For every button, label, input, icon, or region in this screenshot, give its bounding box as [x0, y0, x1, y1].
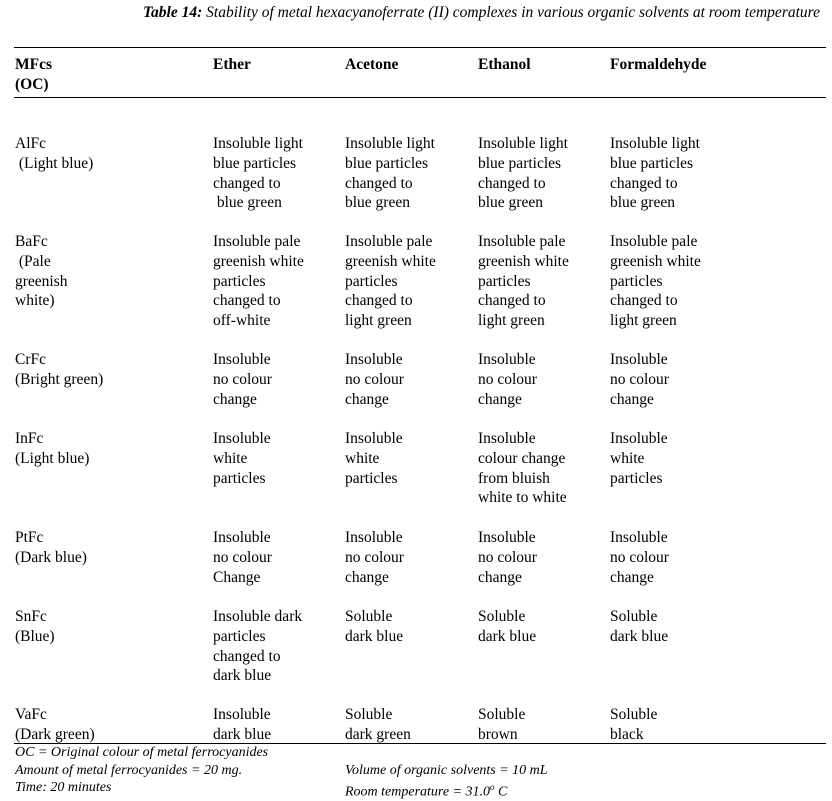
- cell-line: dark blue: [478, 627, 537, 645]
- cell-line: change: [610, 390, 654, 408]
- cell-ether: [213, 232, 304, 331]
- cell-line: Insoluble: [478, 351, 536, 368]
- top-rule: [14, 47, 826, 48]
- cell-line: white to white: [478, 489, 567, 507]
- cell-line: changed to: [478, 174, 546, 192]
- cell-name: [15, 528, 87, 568]
- cell-line: white: [345, 449, 380, 467]
- cell-line: changed to: [213, 647, 281, 665]
- cell-line: particles: [610, 272, 663, 290]
- cell-line: no colour: [345, 370, 404, 388]
- cell-name: [15, 705, 95, 745]
- cell-line: Soluble: [345, 706, 393, 723]
- cell-line: SnFc: [15, 608, 47, 625]
- cell-line: no colour: [478, 548, 537, 566]
- cell-line: VaFc: [15, 706, 47, 723]
- cell-line: colour change: [478, 449, 566, 467]
- cell-line: changed to: [213, 174, 281, 192]
- cell-formaldehyde: [610, 528, 669, 587]
- cell-line: particles: [213, 627, 266, 645]
- cell-line: Insoluble: [213, 430, 271, 447]
- header-acetone: Acetone: [345, 56, 399, 73]
- cell-line: InFc: [15, 430, 44, 447]
- header-formaldehyde: Formaldehyde: [610, 56, 707, 73]
- cell-ethanol: [478, 350, 537, 409]
- cell-line: dark blue: [213, 725, 272, 743]
- cell-line: CrFc: [15, 351, 46, 368]
- cell-line: Insoluble light: [213, 135, 303, 152]
- cell-line: blue green: [478, 194, 543, 212]
- cell-ether: [213, 429, 271, 488]
- cell-line: blue particles: [213, 154, 297, 172]
- cell-line: changed to: [610, 174, 678, 192]
- cell-formaldehyde: [610, 350, 669, 409]
- cell-line: off-white: [213, 312, 271, 330]
- cell-line: dark blue: [213, 667, 272, 685]
- cell-line: Soluble: [478, 706, 526, 723]
- cell-name: [15, 134, 93, 174]
- cell-line: Insoluble: [213, 351, 271, 368]
- cell-line: changed to: [478, 292, 546, 310]
- cell-line: (Light blue): [15, 154, 94, 172]
- cell-acetone: [345, 350, 404, 409]
- cell-ether: [213, 607, 302, 686]
- cell-formaldehyde: [610, 705, 657, 745]
- cell-line: dark green: [345, 725, 411, 743]
- footnote-temperature-value: Room temperature = 31.0: [345, 784, 491, 800]
- header-mfcs-line2: (OC): [15, 76, 49, 93]
- cell-line: change: [213, 390, 257, 408]
- cell-line: Soluble: [610, 706, 658, 723]
- cell-ethanol: [478, 232, 569, 331]
- cell-line: Insoluble: [213, 706, 271, 723]
- cell-ether: [213, 134, 303, 213]
- header-rule: [14, 97, 826, 98]
- cell-line: Insoluble pale: [345, 233, 433, 250]
- cell-ether: [213, 528, 272, 587]
- cell-line: changed to: [345, 292, 413, 310]
- table-caption: [0, 4, 820, 22]
- cell-line: BaFc: [15, 233, 48, 250]
- cell-acetone: [345, 232, 436, 331]
- cell-line: blue particles: [478, 154, 562, 172]
- cell-ethanol: [478, 607, 536, 647]
- cell-line: Soluble: [610, 608, 658, 625]
- cell-line: particles: [478, 272, 531, 290]
- cell-line: white): [15, 292, 55, 310]
- cell-line: Insoluble light: [610, 135, 700, 152]
- cell-formaldehyde: [610, 232, 701, 331]
- cell-line: (Blue): [15, 627, 55, 645]
- header-ether: Ether: [213, 56, 251, 73]
- cell-line: Insoluble: [610, 430, 668, 447]
- cell-line: greenish white: [610, 252, 701, 270]
- cell-line: no colour: [345, 548, 404, 566]
- cell-line: Insoluble: [610, 529, 668, 546]
- cell-line: from bluish: [478, 469, 550, 487]
- cell-line: Insoluble pale: [478, 233, 566, 250]
- footnote-volume: Volume of organic solvents = 10 mL: [345, 763, 548, 778]
- footnote-amount: Amount of metal ferrocyanides = 20 mg.: [15, 763, 243, 778]
- cell-line: light green: [610, 312, 677, 330]
- cell-line: Insoluble: [345, 430, 403, 447]
- cell-line: change: [478, 568, 522, 586]
- cell-line: greenish white: [478, 252, 569, 270]
- cell-line: greenish white: [345, 252, 436, 270]
- cell-acetone: [345, 607, 403, 647]
- cell-line: Soluble: [478, 608, 526, 625]
- cell-line: Insoluble: [213, 529, 271, 546]
- cell-line: no colour: [610, 548, 669, 566]
- cell-name: [15, 350, 103, 390]
- cell-line: Insoluble dark: [213, 608, 303, 625]
- cell-line: blue green: [213, 194, 282, 212]
- cell-acetone: [345, 705, 411, 745]
- cell-line: dark blue: [345, 627, 404, 645]
- caption-text: Stability of metal hexacyanoferrate (II) complexes in various organic solvents at room temperature: [202, 4, 820, 21]
- cell-line: Insoluble: [345, 529, 403, 546]
- cell-line: blue green: [610, 194, 675, 212]
- footnote-oc: OC = Original colour of metal ferrocyanides: [15, 745, 269, 760]
- cell-ethanol: [478, 528, 537, 587]
- cell-ethanol: [478, 705, 525, 745]
- cell-line: no colour: [213, 548, 272, 566]
- cell-line: changed to: [345, 174, 413, 192]
- cell-line: (Pale: [15, 252, 51, 270]
- header-ethanol: Ethanol: [478, 56, 531, 73]
- cell-name: [15, 607, 55, 647]
- cell-line: change: [345, 390, 389, 408]
- cell-line: Insoluble: [478, 430, 536, 447]
- footnote-temperature: [345, 779, 507, 801]
- cell-line: light green: [345, 312, 412, 330]
- header-mfcs: [15, 55, 52, 95]
- cell-line: (Dark green): [15, 725, 95, 743]
- cell-name: [15, 232, 68, 311]
- degree-superscript: o: [490, 782, 495, 792]
- cell-line: AlFc: [15, 135, 46, 152]
- cell-line: white: [213, 449, 248, 467]
- cell-line: Insoluble pale: [213, 233, 301, 250]
- cell-line: change: [478, 390, 522, 408]
- cell-line: particles: [213, 469, 266, 487]
- cell-acetone: [345, 134, 435, 213]
- cell-name: [15, 429, 89, 469]
- cell-line: Insoluble: [478, 529, 536, 546]
- cell-line: particles: [610, 469, 663, 487]
- cell-line: particles: [345, 272, 398, 290]
- cell-line: change: [345, 568, 389, 586]
- cell-line: Insoluble: [345, 351, 403, 368]
- cell-line: greenish white: [213, 252, 304, 270]
- cell-line: changed to: [610, 292, 678, 310]
- cell-line: dark blue: [610, 627, 669, 645]
- cell-ethanol: [478, 429, 567, 508]
- cell-line: change: [610, 568, 654, 586]
- cell-line: blue particles: [345, 154, 429, 172]
- cell-line: (Light blue): [15, 449, 90, 467]
- cell-line: particles: [213, 272, 266, 290]
- cell-line: Insoluble light: [345, 135, 435, 152]
- footnote-temperature-unit: C: [494, 784, 508, 800]
- cell-line: Change: [213, 568, 261, 586]
- cell-line: changed to: [213, 292, 281, 310]
- cell-acetone: [345, 528, 404, 587]
- cell-acetone: [345, 429, 403, 488]
- caption-label: Table 14:: [143, 4, 203, 21]
- cell-line: greenish: [15, 272, 68, 290]
- cell-line: Insoluble: [610, 351, 668, 368]
- header-mfcs-line1: MFcs: [15, 56, 53, 73]
- footnote-time: Time: 20 minutes: [15, 780, 112, 795]
- cell-line: Insoluble pale: [610, 233, 698, 250]
- cell-line: (Bright green): [15, 370, 104, 388]
- cell-line: brown: [478, 725, 518, 743]
- cell-line: black: [610, 725, 644, 743]
- cell-ethanol: [478, 134, 568, 213]
- cell-line: no colour: [478, 370, 537, 388]
- cell-line: white: [610, 449, 645, 467]
- cell-line: Insoluble light: [478, 135, 568, 152]
- cell-line: blue green: [345, 194, 410, 212]
- cell-ether: [213, 705, 271, 745]
- cell-line: blue particles: [610, 154, 694, 172]
- cell-ether: [213, 350, 272, 409]
- cell-line: no colour: [610, 370, 669, 388]
- cell-formaldehyde: [610, 607, 668, 647]
- cell-line: particles: [345, 469, 398, 487]
- cell-line: PtFc: [15, 529, 44, 546]
- cell-line: (Dark blue): [15, 548, 87, 566]
- cell-line: Soluble: [345, 608, 393, 625]
- cell-line: no colour: [213, 370, 272, 388]
- cell-line: light green: [478, 312, 545, 330]
- cell-formaldehyde: [610, 134, 700, 213]
- cell-formaldehyde: [610, 429, 668, 488]
